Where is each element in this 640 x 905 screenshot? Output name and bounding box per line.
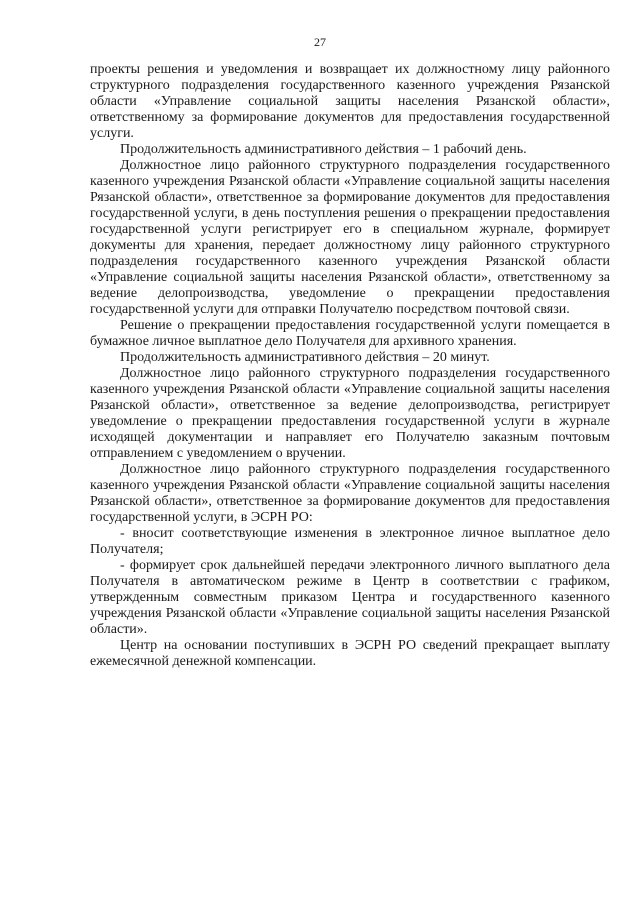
page-number: 27 <box>314 35 326 49</box>
paragraph-center: Центр на основании поступивших в ЭСРН РО сведений прекращает выплату ежемесячной денежной компенсации. <box>90 638 610 669</box>
paragraph-list-item-2: - формирует срок дальнейшей передачи электронного личного выплатного дела Получателя в автоматическом режиме в Центр в соответствии с графиком, утвержденным совместным приказом Центра и государственного казенного учреждения Рязанской области «Управление социальной защиты населения Рязанской области». <box>90 558 610 637</box>
paragraph-notification: Должностное лицо районного структурного подразделения государственного казенного учреждения Рязанской области «Управление социальной защиты населения Рязанской области», ответственное за ведение делопроизводства, регистрирует уведомление о прекращении предоставления государственной услуги в журнале исходящей документации и направляет его Получателю заказным почтовым отправлением с уведомлением о вручении. <box>90 366 610 461</box>
paragraph-continuation: проекты решения и уведомления и возвращает их должностному лицу районного структурного подразделения государственного казенного учреждения Рязанской области «Управление социальной защиты населения Рязанской области», ответственному за формирование документов для предоставления государственной услуги. <box>90 62 610 141</box>
document-body <box>90 62 610 670</box>
paragraph-registration: Должностное лицо районного структурного подразделения государственного казенного учреждения Рязанской области «Управление социальной защиты населения Рязанской области», ответственное за формирование документов для предоставления государственной услуги, в день поступления решения о прекращении предоставления государственной услуги регистрирует его в специальном журнале, формирует документы для хранения, передает должностному лицу районного структурного подразделения государственного казенного учреждения Рязанской области «Управление социальной защиты населения Рязанской области», ответственному за ведение делопроизводства, уведомление о прекращении предоставления государственной услуги для отправки Получателю посредством почтовой связи. <box>90 158 610 317</box>
paragraph-esrn: Должностное лицо районного структурного подразделения государственного казенного учреждения Рязанской области «Управление социальной защиты населения Рязанской области», ответственное за формирование документов для предоставления государственной услуги, в ЭСРН РО: <box>90 462 610 525</box>
paragraph-list-item-1: - вносит соответствующие изменения в электронное личное выплатное дело Получателя; <box>90 526 610 557</box>
paragraph-duration-1: Продолжительность административного действия – 1 рабочий день. <box>120 142 527 157</box>
paragraph-duration-2: Продолжительность административного действия – 20 минут. <box>120 350 490 365</box>
paragraph-archive: Решение о прекращении предоставления государственной услуги помещается в бумажное личное выплатное дело Получателя для архивного хранения. <box>90 318 610 349</box>
